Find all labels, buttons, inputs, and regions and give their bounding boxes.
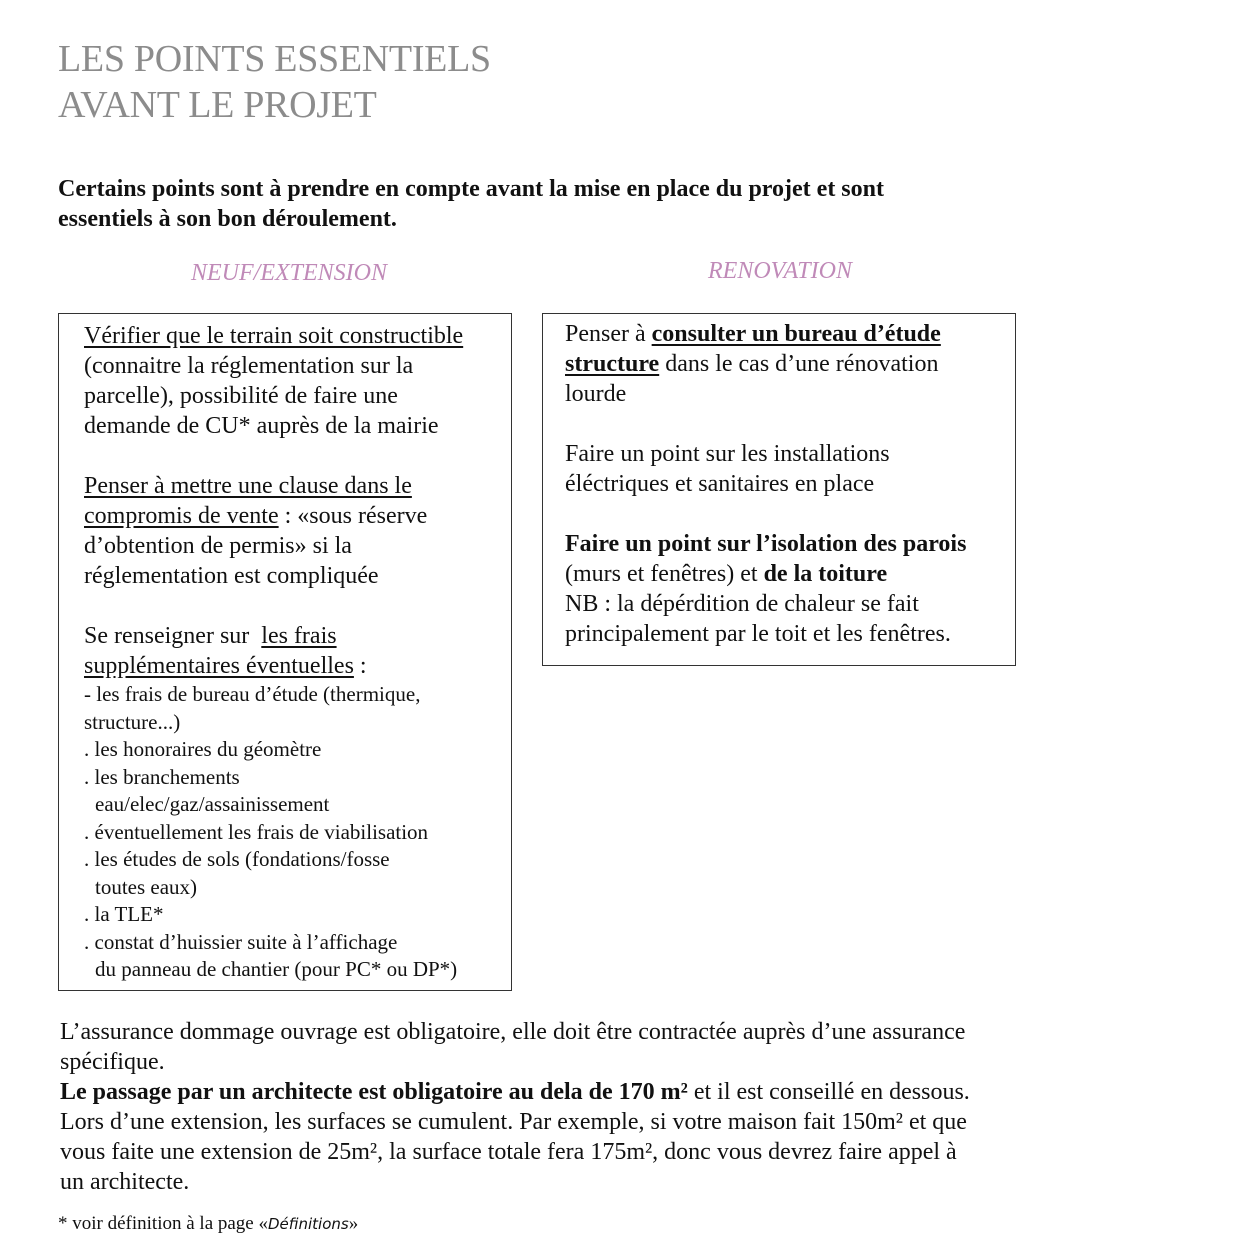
left-block1-line4: demande de CU* auprès de la mairie <box>84 413 439 439</box>
right-block3-line4: principalement par le toit et les fenêtres. <box>565 621 951 647</box>
left-block3 <box>84 621 511 681</box>
bottom-line6: un architecte. <box>60 1169 190 1195</box>
list-item: . les études de sols (fondations/fosse <box>84 847 390 871</box>
right-block1-prefix: Penser à <box>565 321 652 347</box>
left-block2-line1: Penser à mettre une clause dans le <box>84 473 412 499</box>
page-title <box>58 36 491 128</box>
left-block2-line2-rest: : «sous réserve <box>278 503 428 529</box>
right-block3-line2-bold: de la toiture <box>763 561 888 587</box>
right-block3 <box>565 529 1015 649</box>
intro-line1: Certains points sont à prendre en compte avant la mise en place du projet et sont <box>58 176 884 202</box>
footnote-definitions-link[interactable]: Définitions <box>268 1215 349 1233</box>
right-block2-line1: Faire un point sur les installations <box>565 441 890 467</box>
left-block1-line1: Vérifier que le terrain soit constructible <box>84 323 464 349</box>
right-block1-line3: lourde <box>565 381 627 407</box>
intro-paragraph <box>58 174 958 234</box>
left-block1 <box>84 321 511 441</box>
page-title-line2: AVANT LE PROJET <box>58 84 377 126</box>
right-block3-line3: NB : la dépérdition de chaleur se fait <box>565 591 919 617</box>
list-item: eau/elec/gaz/assainissement <box>95 792 330 816</box>
list-item: . les honoraires du géomètre <box>84 737 322 761</box>
right-block1-bold2: structure <box>565 351 660 377</box>
bottom-line3-rest: et il est conseillé en dessous. <box>687 1079 970 1105</box>
right-block2 <box>565 439 1015 499</box>
fees-list <box>84 681 511 984</box>
heading-renovation: RENOVATION <box>708 258 852 284</box>
right-block1-bold1: consulter un bureau d’étude <box>651 321 941 347</box>
list-item: toutes eaux) <box>95 874 198 899</box>
bottom-line4: Lors d’une extension, les surfaces se cumulent. Par exemple, si votre maison fait 150m² et que <box>60 1109 967 1135</box>
right-block3-line2-plain: (murs et fenêtres) et <box>565 561 764 587</box>
heading-neuf-extension: NEUF/EXTENSION <box>191 260 387 286</box>
list-item: structure...) <box>84 709 181 734</box>
right-block1 <box>565 319 1015 409</box>
list-item: . la TLE* <box>84 902 164 926</box>
left-block2 <box>84 471 511 591</box>
bottom-line2: spécifique. <box>60 1049 165 1075</box>
right-block2-line2: éléctriques et sanitaires en place <box>565 471 875 497</box>
left-block1-line2: (connaitre la réglementation sur la <box>84 353 414 379</box>
left-block3-prefix: Se renseigner sur <box>84 623 262 649</box>
list-item: . éventuellement les frais de viabilisation <box>84 819 429 844</box>
right-block3-line1: Faire un point sur l’isolation des parois <box>565 531 967 557</box>
list-item: . constat d’huissier suite à l’affichage <box>84 929 398 954</box>
left-block3-underlined2: supplémentaires éventuelles <box>84 653 354 679</box>
box-neuf-extension <box>58 313 512 991</box>
bottom-line3-bold: Le passage par un architecte est obligatoire au dela de 170 m² <box>60 1079 688 1105</box>
left-block3-suffix: : <box>353 653 367 679</box>
footnote <box>58 1213 358 1235</box>
list-item: du panneau de chantier (pour PC* ou DP*) <box>95 957 458 981</box>
left-block2-underlined2: compromis de vente <box>84 503 279 529</box>
box-renovation <box>542 313 1016 666</box>
bottom-paragraph <box>60 1017 1060 1197</box>
list-item: . les branchements <box>84 764 240 789</box>
bottom-line5: vous faite une extension de 25m², la surface totale fera 175m², donc vous devrez faire appel à <box>60 1139 957 1165</box>
left-block3-underlined1: les frais <box>261 623 337 649</box>
right-block1-line2-rest: dans le cas d’une rénovation <box>659 351 939 377</box>
left-block1-line3: parcelle), possibilité de faire une <box>84 383 398 409</box>
footnote-close: » <box>348 1213 359 1234</box>
left-block2-line3: d’obtention de permis» si la <box>84 533 352 559</box>
page-title-line1: LES POINTS ESSENTIELS <box>58 38 491 80</box>
left-block2-line4: réglementation est compliquée <box>84 563 379 589</box>
bottom-line1: L’assurance dommage ouvrage est obligatoire, elle doit être contractée auprès d’une assurance <box>60 1019 966 1045</box>
list-item: - les frais de bureau d’étude (thermique, <box>84 682 421 706</box>
intro-line2: essentiels à son bon déroulement. <box>58 206 397 232</box>
footnote-text: * voir définition à la page « <box>58 1213 268 1234</box>
